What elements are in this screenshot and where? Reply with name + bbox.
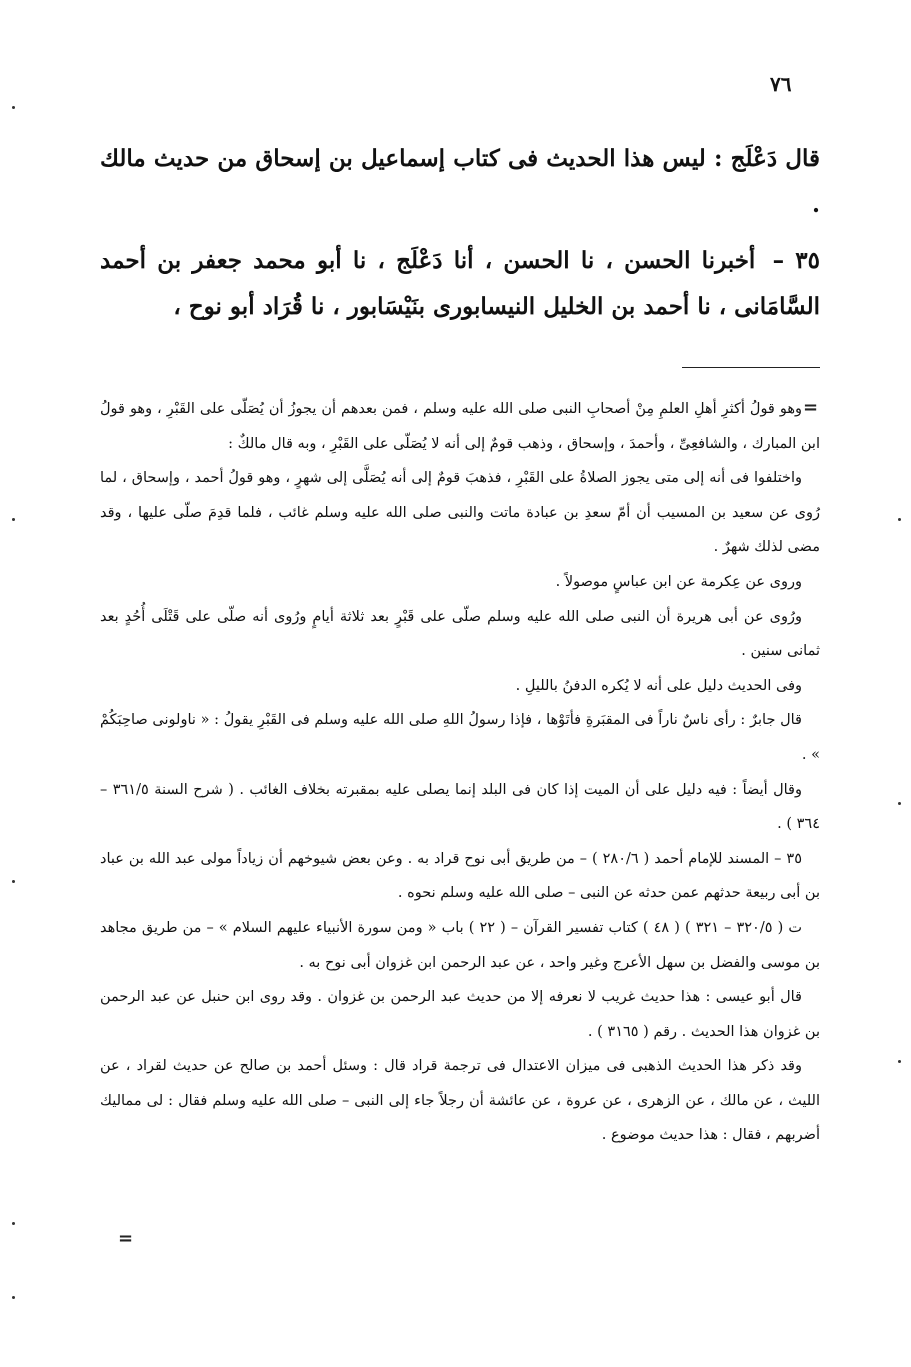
footnote-paragraph: واختلفوا فى أنه إلى متى يجوز الصلاةُ على القَبْرِ ، فذهبَ قومٌ إلى أنه يُصَلَّى إلى شهرٍ ، وهو قولُ أحمد ، وإسحاق ، لما رُوى عن سعيد بن المسيب أن أمّ سعدِ بن عبادة ماتت والنبى صلى الله عليه وسلم غائب ، فلما قدِمَ صلّى عليها ، وقد مضى لذلك شهرٌ . — [100, 470, 820, 556]
main-paragraph-text: قال دَعْلَج : ليس هذا الحديث فى كتاب إسماعيل بن إسحاق من حديث مالك . — [100, 145, 820, 218]
scan-speck — [12, 518, 15, 521]
scan-speck — [898, 518, 901, 521]
footnote-continuation-mark: = — [803, 397, 819, 418]
scan-speck — [898, 802, 901, 805]
footnote-paragraph: قال جابرٌ : رأى ناسٌ ناراً فى المقبَرةِ فأتَوْها ، فإذا رسولُ اللهِ صلى الله عليه وسلم فى القَبْرِ يقولُ : « ناولونى صاحِبَكُمْ » . — [100, 712, 820, 763]
hadith-35-text: أخبرنا الحسن ، نا الحسن ، أنا دَعْلَج ، نا أبو محمد جعفر بن أحمد السَّامَانى ، نا أحمد بن الخليل النيسابورى بنَيْسَابور ، نا قُرَاد أبو نوح ، — [100, 247, 820, 320]
main-text-paragraph-2 — [100, 238, 820, 330]
scan-speck — [12, 1296, 15, 1299]
scan-speck — [12, 106, 15, 109]
main-text-paragraph-1 — [100, 136, 820, 228]
hadith-35-paragraph — [100, 238, 820, 330]
footnote-hadith-35: ٣٥ – المسند للإمام أحمد ( ٢٨٠/٦ ) – من طريق أبى نوح قراد به . وعن بعض شيوخهم أن زياداً مولى عبد الله بن عباد بن أبى ربيعة حدثهم عمن حدثه عن النبى – صلى الله عليه وسلم نحوه . — [100, 850, 820, 902]
footnote-paragraph: ت ( ٣٢٠/٥ – ٣٢١ ) ( ٤٨ ) كتاب تفسير القرآن – ( ٢٢ ) باب « ومن سورة الأنبياء عليهم السلام » – من طريق مجاهد بن موسى والفضل بن سهل الأعرج وغير واحد ، عن عبد الرحمن ابن غزوان أبى نوح به . — [100, 919, 820, 971]
footnote-separator — [682, 367, 820, 368]
footnote-paragraph: وفى الحديث دليل على أنه لا يُكره الدفنُ بالليلِ . — [515, 677, 802, 694]
footnote-paragraph: وقد ذكر هذا الحديث الذهبى فى ميزان الاعتدال فى ترجمة قراد قال : وسئل أحمد بن صالح عن حديث لقراد ، عن الليث ، عن مالك ، عن الزهرى ، عن عروة ، عن عائشة أن رجلاً جاء إلى النبى – صلى الله عليه وسلم فقال : لى مماليك أضربهم ، فقال : هذا حديث موضوع . — [100, 1058, 820, 1144]
hadith-number: ٣٥ – — [772, 247, 821, 274]
footnotes-block — [100, 392, 820, 1153]
footnote-paragraph: قال أبو عيسى : هذا حديث غريب لا نعرفه إلا من حديث عبد الرحمن بن غزوان . وقد روى ابن حنبل عن عبد الرحمن بن غزوان هذا الحديث . رقم ( ٣١٦٥ ) . — [100, 989, 820, 1040]
scan-speck — [12, 880, 15, 883]
footnote-paragraph: وروى عن عِكرمة عن ابن عباسٍ موصولاً . — [555, 573, 802, 590]
footnote-paragraph: وهو قولُ أكثرِ أهلِ العلمِ مِنْ أصحابِ النبى صلى الله عليه وسلم ، فمن بعدهم أن يجوزُ أن يُصَلّى على القَبْرِ ، وهو قولُ ابن المبارك ، والشافعِىِّ ، وأحمدَ ، وإسحاق ، وذهب قومٌ إلى أنه لا يُصَلّى على القَبْرِ ، وبه قال مالكٌ : — [100, 401, 820, 452]
footnote-paragraph: ورُوى عن أبى هريرة أن النبى صلى الله عليه وسلم صلّى على قَبْرٍ بعد ثلاثة أيامٍ ورُوى أنه صلّى على قَتْلَى أُحُدٍ بعد ثمانى سنين . — [100, 608, 820, 660]
page-number: ٧٦ — [770, 72, 792, 96]
footnote-paragraph: وقال أيضاً : فيه دليل على أن الميت إذا كان فى البلد إنما يصلى عليه بمقبرته بخلاف الغائب . ( شرح السنة ٣٦١/٥ – ٣٦٤ ) . — [100, 781, 820, 833]
footnote-end-mark: = — [118, 1228, 134, 1249]
scan-speck — [898, 1060, 901, 1063]
scan-speck — [12, 1222, 15, 1225]
